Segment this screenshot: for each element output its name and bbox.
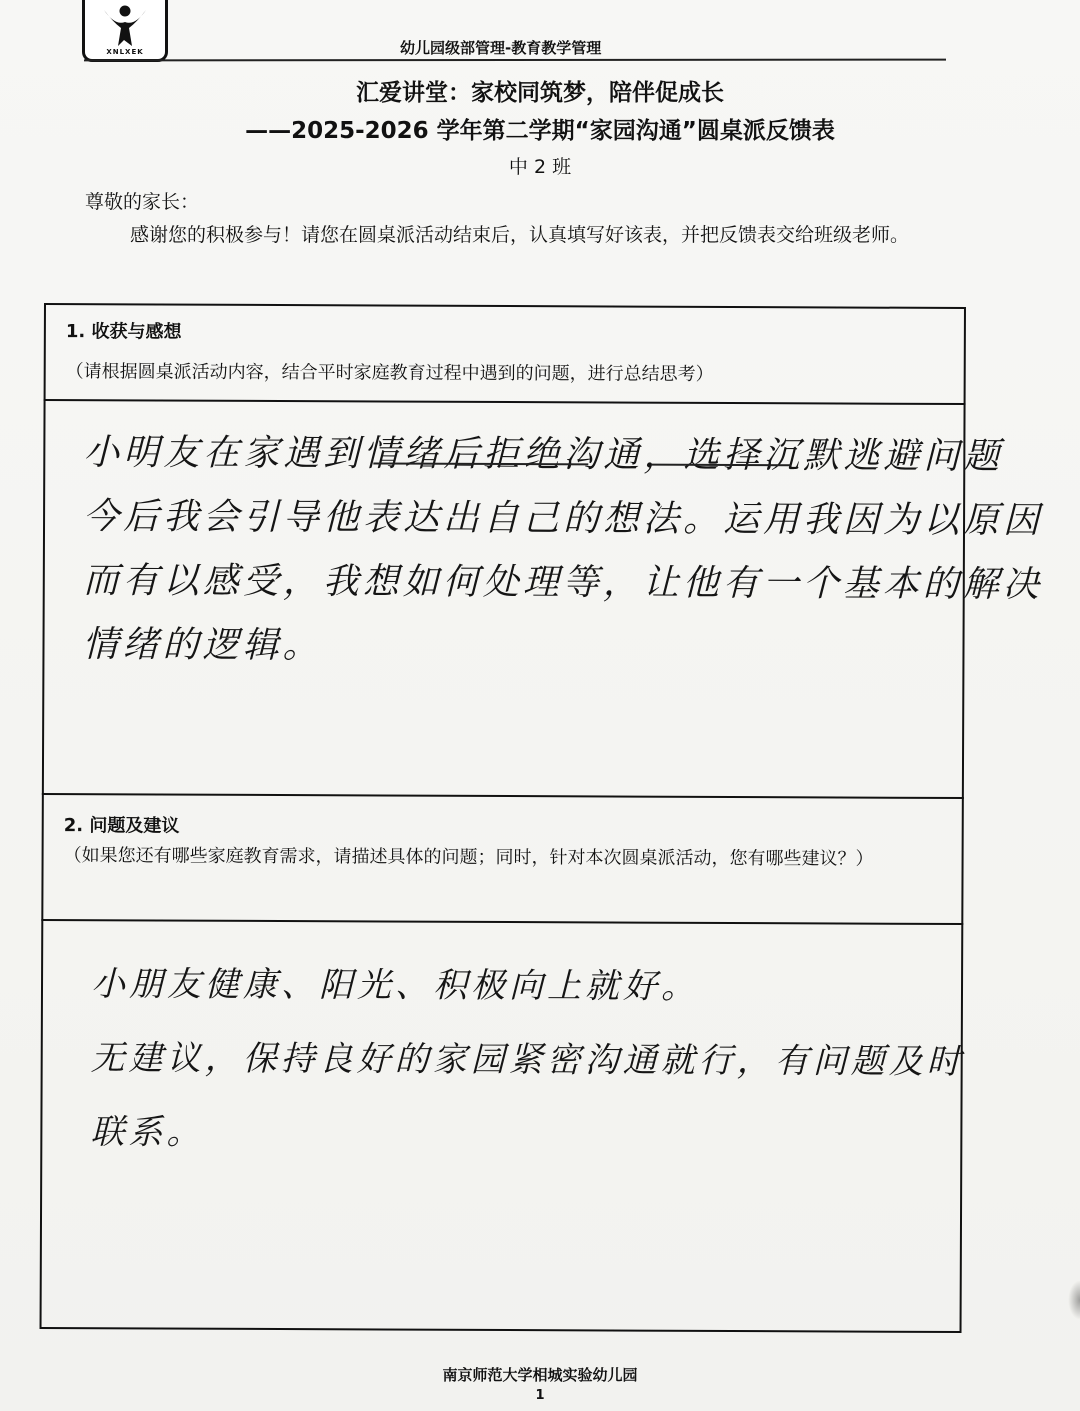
section-1-note: （请根据圆桌派活动内容，结合平时家庭教育过程中遇到的问题，进行总结思考）: [65, 361, 714, 385]
page-title: 汇爱讲堂：家校同筑梦，陪伴促成长: [356, 80, 724, 106]
section-1-title: 1. 收获与感想: [65, 321, 182, 343]
answer-line: 今后我会引导他表达出自己的想法。运用我因为以原因: [82, 496, 1044, 542]
answer-line: 小朋友健康、阳光、积极向上就好。: [90, 964, 700, 1007]
answer-line: 无建议，保持良好的家园紧密沟通就行，有问题及时: [90, 1038, 965, 1083]
section-2-note: （如果您还有哪些家庭教育需求，请描述具体的问题；同时，针对本次圆桌派活动，您有哪些建议？）: [63, 845, 874, 870]
feedback-table: [40, 303, 1044, 1333]
class-name: 中 2 班: [508, 156, 572, 178]
answer-line: 小明友在家遇到情绪后拒绝沟通，选择沉默逃避问题: [83, 432, 1004, 478]
section-2-title: 2. 问题及建议: [63, 815, 180, 837]
answer-line: 情绪的逻辑。: [82, 624, 323, 667]
department-header: 幼儿园级部管理-教育教学管理: [400, 39, 602, 57]
page-subtitle: ——2025-2026 学年第二学期“家园沟通”圆桌派反馈表: [245, 118, 835, 144]
scan-edge-shadow: [1068, 1280, 1080, 1320]
answer-line: 而有以感受，我想如何处理等，让他有一个基本的解决: [82, 560, 1043, 606]
intro-paragraph: 感谢您的积极参与！请您在圆桌派活动结束后，认真填写好该表，并把反馈表交给班级老师。: [130, 224, 910, 246]
answer-line: 联系。: [90, 1112, 205, 1153]
logo-text: XNLXEK: [106, 48, 144, 56]
school-logo: [82, 0, 168, 62]
footer-school-name: 南京师范大学相城实验幼儿园: [442, 1366, 638, 1384]
header-divider: [84, 59, 946, 62]
greeting: 尊敬的家长：: [85, 191, 200, 213]
section-2-answer[interactable]: [90, 947, 965, 1173]
section-1-answer[interactable]: [82, 421, 1043, 681]
page-number: 1: [535, 1388, 545, 1403]
